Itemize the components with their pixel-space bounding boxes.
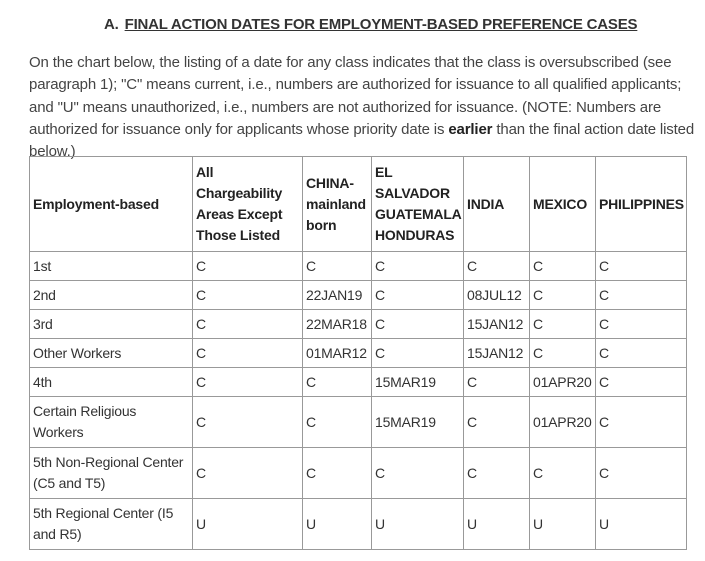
table-row bbox=[30, 339, 687, 368]
cell-el-salvador: U bbox=[372, 499, 464, 550]
cell-el-salvador: C bbox=[372, 281, 464, 310]
cell-all-chargeability: C bbox=[193, 339, 303, 368]
cell-india: 15JAN12 bbox=[464, 310, 530, 339]
header-all-chargeability: All Chargeability Areas Except Those Listed bbox=[193, 157, 303, 252]
row-label: Other Workers bbox=[30, 339, 193, 368]
cell-all-chargeability: C bbox=[193, 281, 303, 310]
header-china: CHINA-mainland born bbox=[303, 157, 372, 252]
cell-mexico: C bbox=[530, 448, 596, 499]
row-label: 4th bbox=[30, 368, 193, 397]
cell-mexico: C bbox=[530, 310, 596, 339]
cell-philippines: C bbox=[596, 281, 687, 310]
cell-india: C bbox=[464, 448, 530, 499]
row-label: 5th Non-Regional Center (C5 and T5) bbox=[30, 448, 193, 499]
header-philippines: PHILIPPINES bbox=[596, 157, 687, 252]
cell-all-chargeability: U bbox=[193, 499, 303, 550]
cell-el-salvador: C bbox=[372, 448, 464, 499]
header-mexico: MEXICO bbox=[530, 157, 596, 252]
cell-mexico: C bbox=[530, 339, 596, 368]
table-header-row bbox=[30, 157, 687, 252]
cell-mexico: 01APR20 bbox=[530, 397, 596, 448]
row-label: Certain Religious Workers bbox=[30, 397, 193, 448]
cell-all-chargeability: C bbox=[193, 252, 303, 281]
header-el-salvador-guatemala-honduras: EL SALVADOR GUATEMALA HONDURAS bbox=[372, 157, 464, 252]
cell-mexico: C bbox=[530, 281, 596, 310]
table-row bbox=[30, 499, 687, 550]
intro-text-part2: than the final action date listed below.) bbox=[29, 120, 695, 161]
cell-philippines: C bbox=[596, 368, 687, 397]
cell-china: C bbox=[303, 448, 372, 499]
cell-india: U bbox=[464, 499, 530, 550]
cell-china: C bbox=[303, 252, 372, 281]
cell-china: C bbox=[303, 397, 372, 448]
cell-india: 08JUL12 bbox=[464, 281, 530, 310]
cell-philippines: U bbox=[596, 499, 687, 550]
row-label: 3rd bbox=[30, 310, 193, 339]
cell-el-salvador: 15MAR19 bbox=[372, 368, 464, 397]
row-label: 1st bbox=[30, 252, 193, 281]
section-heading bbox=[104, 16, 637, 33]
cell-china: 22MAR18 bbox=[303, 310, 372, 339]
intro-emphasis: earlier bbox=[448, 120, 493, 138]
cell-el-salvador: C bbox=[372, 310, 464, 339]
cell-philippines: C bbox=[596, 448, 687, 499]
table-row bbox=[30, 281, 687, 310]
cell-mexico: C bbox=[530, 252, 596, 281]
table-row bbox=[30, 252, 687, 281]
cell-philippines: C bbox=[596, 339, 687, 368]
section-title: FINAL ACTION DATES FOR EMPLOYMENT-BASED PREFERENCE CASES bbox=[124, 16, 638, 33]
cell-china: 22JAN19 bbox=[303, 281, 372, 310]
header-india: INDIA bbox=[464, 157, 530, 252]
table-row bbox=[30, 310, 687, 339]
cell-philippines: C bbox=[596, 252, 687, 281]
cell-all-chargeability: C bbox=[193, 397, 303, 448]
cell-china: U bbox=[303, 499, 372, 550]
cell-el-salvador: C bbox=[372, 339, 464, 368]
table-row bbox=[30, 397, 687, 448]
cell-china: 01MAR12 bbox=[303, 339, 372, 368]
cell-el-salvador: 15MAR19 bbox=[372, 397, 464, 448]
row-label: 2nd bbox=[30, 281, 193, 310]
cell-india: C bbox=[464, 397, 530, 448]
cell-mexico: U bbox=[530, 499, 596, 550]
cell-all-chargeability: C bbox=[193, 310, 303, 339]
cell-philippines: C bbox=[596, 310, 687, 339]
intro-paragraph bbox=[29, 52, 697, 163]
row-label: 5th Regional Center (I5 and R5) bbox=[30, 499, 193, 550]
header-employment-based: Employment-based bbox=[30, 157, 193, 252]
cell-all-chargeability: C bbox=[193, 368, 303, 397]
cell-el-salvador: C bbox=[372, 252, 464, 281]
cell-india: C bbox=[464, 368, 530, 397]
cell-mexico: 01APR20 bbox=[530, 368, 596, 397]
final-action-dates-table bbox=[29, 156, 687, 550]
cell-philippines: C bbox=[596, 397, 687, 448]
cell-china: C bbox=[303, 368, 372, 397]
section-letter: A. bbox=[104, 16, 119, 33]
table-row bbox=[30, 448, 687, 499]
cell-india: 15JAN12 bbox=[464, 339, 530, 368]
table-row bbox=[30, 368, 687, 397]
intro-text-part1: On the chart below, the listing of a date for any class indicates that the class is oversubscribed (see paragraph 1); "C" means current, i.e., numbers are authorized for issuance to all qualified applicants; and "U" means unauthorized, i.e., numbers are not authorized for issuance. (NOTE: Numbers are authorized for issuance only for applicants whose priority date is bbox=[29, 54, 682, 138]
cell-all-chargeability: C bbox=[193, 448, 303, 499]
cell-india: C bbox=[464, 252, 530, 281]
